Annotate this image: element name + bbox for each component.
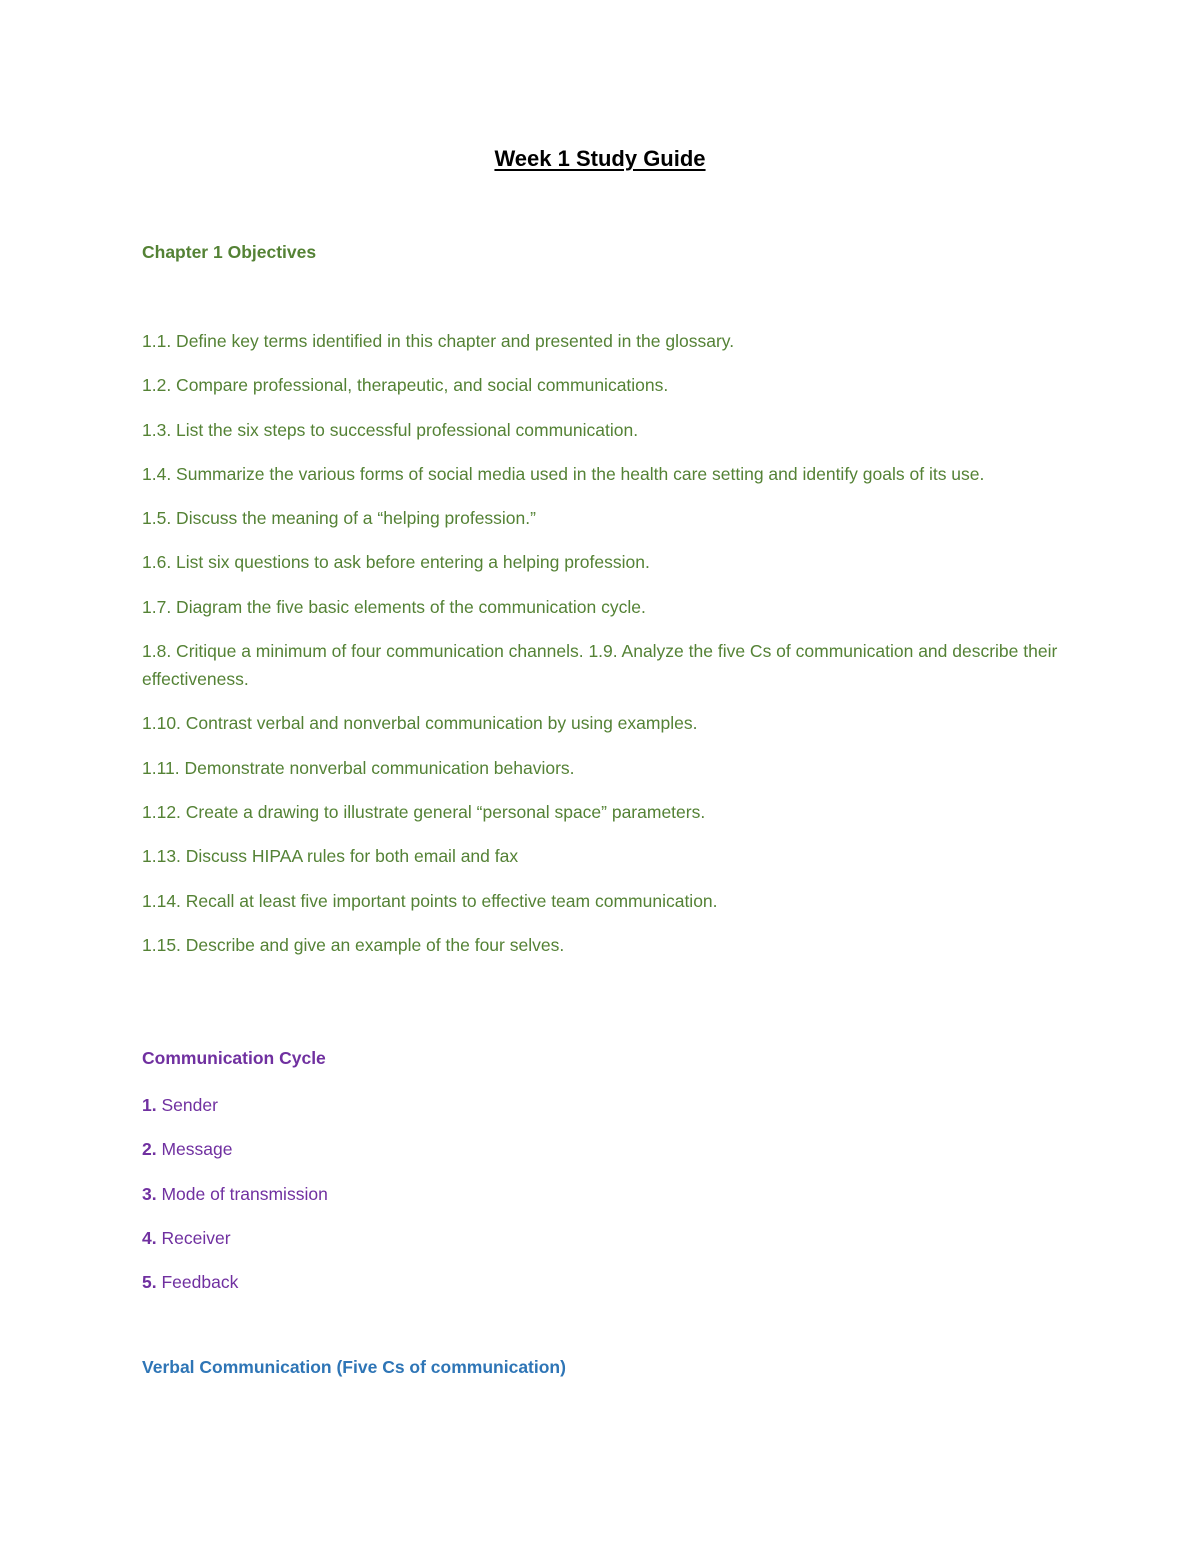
objective-item: 1.7. Diagram the five basic elements of the communication cycle.: [142, 596, 646, 617]
objectives-list: [142, 327, 1062, 975]
objective-item: 1.8. Critique a minimum of four communication channels. 1.9. Analyze the five Cs of communication and describe their effectiveness.: [142, 641, 1058, 690]
objective-item: 1.11. Demonstrate nonverbal communication behaviors.: [142, 757, 575, 778]
cycle-item: [142, 1180, 328, 1208]
cycle-item-number: 3.: [142, 1183, 157, 1204]
cycle-item-number: 5.: [142, 1272, 157, 1293]
cycle-item: [142, 1268, 328, 1296]
cycle-item-label: Feedback: [161, 1272, 239, 1293]
objective-item: 1.12. Create a drawing to illustrate general “personal space” parameters.: [142, 801, 706, 822]
cycle-item-label: Receiver: [161, 1227, 231, 1248]
cycle-item-label: Sender: [161, 1095, 218, 1115]
objective-item: 1.5. Discuss the meaning of a “helping profession.”: [142, 508, 536, 529]
cycle-item: [142, 1224, 328, 1252]
objective-item: 1.6. List six questions to ask before entering a helping profession.: [142, 552, 650, 573]
page-title: Week 1 Study Guide: [494, 146, 706, 171]
cycle-item-label: Message: [161, 1139, 233, 1160]
objective-item: 1.3. List the six steps to successful professional communication.: [142, 419, 639, 440]
cycle-item: [142, 1091, 328, 1119]
cycle-item-label: Mode of transmission: [161, 1183, 328, 1204]
verbal-communication-heading: Verbal Communication (Five Cs of communication): [142, 1357, 566, 1377]
cycle-item: [142, 1135, 328, 1163]
objective-item: 1.13. Discuss HIPAA rules for both email and fax: [142, 846, 519, 867]
objectives-heading: Chapter 1 Objectives: [142, 242, 317, 262]
communication-cycle-list: [142, 1091, 328, 1312]
cycle-item-number: 4.: [142, 1227, 157, 1248]
objective-item: 1.10. Contrast verbal and nonverbal communication by using examples.: [142, 713, 698, 734]
cycle-item-number: 2.: [142, 1139, 157, 1160]
objective-item: 1.15. Describe and give an example of the four selves.: [142, 934, 565, 955]
cycle-item-number: 1.: [142, 1095, 157, 1115]
objective-item: 1.4. Summarize the various forms of social media used in the health care setting and identify goals of its use.: [142, 463, 985, 484]
objective-item: 1.2. Compare professional, therapeutic, and social communications.: [142, 375, 669, 396]
objective-item: 1.14. Recall at least five important points to effective team communication.: [142, 890, 718, 911]
objective-item: 1.1. Define key terms identified in this chapter and presented in the glossary.: [142, 331, 735, 351]
communication-cycle-heading: Communication Cycle: [142, 1048, 326, 1068]
